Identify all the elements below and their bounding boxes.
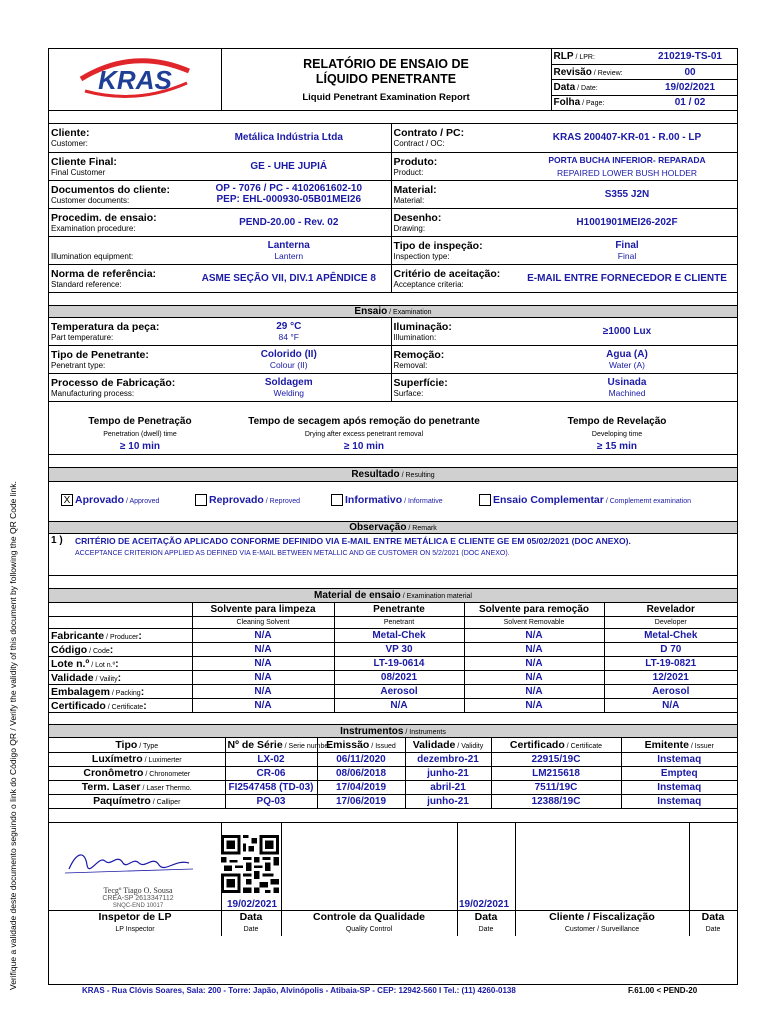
drying-time-value: ≥ 10 min	[344, 441, 384, 453]
inspector-date-label: Data	[239, 910, 263, 923]
instruments-section-title: Instrumentos / Instruments	[49, 725, 737, 738]
table-row: Term. Laser / Laser Thermo. FI2547458 (TD-03) 17/04/2019 abril-21 7511/19C Instemaq	[49, 780, 737, 794]
table-row: Paquímetro / Calliper PQ-03 17/06/2019 junho-21 12388/19C Instemaq	[49, 794, 737, 808]
product-value: PORTA BUCHA INFERIOR- REPARADA	[548, 154, 706, 165]
table-row: Validade / Vaility: N/A 08/2021 N/A 12/2021	[49, 671, 737, 685]
table-row: Cronômetro / Chronometer CR-06 08/06/2018 junho-21 LM215618 Empteq	[49, 766, 737, 780]
drawing-label: Desenho:	[393, 211, 442, 224]
client-label: Cliente:	[51, 127, 90, 140]
illumination-value: ≥1000 Lux	[602, 325, 652, 337]
standard-reference-label: Norma de referência:	[51, 267, 157, 280]
complementary-option[interactable]: Ensaio Complementar / Complememt examination	[479, 494, 691, 506]
surface-label: Superfície:	[393, 377, 448, 389]
times-grid: Tempo de Penetração Tempo de secagem após remoção do penetrante Tempo de Revelação Penetration (dwell) time Drying after excess penetrant removal Developing time ≥ 10 min ≥ 10 min ≥ 15 min	[49, 415, 737, 455]
table-row: Luxímetro / Luximerter LX-02 06/11/2020 dezembro-21 22915/19C Instemaq	[49, 752, 737, 766]
qc-label: Controle da Qualidade	[312, 910, 425, 923]
approved-option[interactable]: X Aprovado / Approved	[61, 494, 159, 506]
company-address: KRAS - Rua Clóvis Soares, Sala: 200 - Torre: Japão, Alvinópolis - Atibaia-SP - CEP: 12942-560 I Tel.: (11) 4260-0138	[82, 986, 516, 995]
date-value: 19/02/2021	[643, 80, 737, 95]
drying-time-label: Tempo de secagem após remoção do penetrante	[248, 416, 480, 427]
client-date-label: Data	[701, 910, 725, 923]
remark-text: CRITÉRIO DE ACEITAÇÃO APLICADO CONFORME DEFINIDO VIA E-MAIL ENTRE METÁLICA E CLIENTE GE EM 05/02/2021 (DOC ANEXO).	[75, 535, 631, 546]
manufacturing-process-value: Soldagem	[264, 377, 313, 388]
qc-date-label: Data	[474, 910, 498, 923]
contract-label: Contrato / PC:	[393, 127, 465, 140]
client-surveillance-label: Cliente / Fiscalização	[549, 910, 655, 923]
inspection-type-value: Final	[615, 239, 639, 251]
examination-grid: Temperatura da peça: Part temperature: 29 °C 84 °F Iluminação: Illumination: ≥1000 Lux Tipo de Penetrante: Penetrant type: Colorido (II) Colour (II) Remoção: Removal: Agua (A) Water (A) Processo de Fabricação: Manufacturing process: Soldagem Welding Superfície: Surface: Usinada Machined	[49, 318, 737, 403]
signature-icon	[63, 847, 203, 881]
inspector-stamp-snqc: SNQC-END 10017	[112, 902, 164, 909]
rlp-value: 210219-TS-01	[643, 49, 737, 64]
material-col-developer: Revelador	[604, 603, 737, 617]
revision-label: Revisão / Review:	[551, 64, 643, 79]
material-col-cleaning: Solvente para limpeza	[192, 603, 334, 617]
contract-value: KRAS 200407-KR-01 - R.00 - LP	[552, 132, 702, 144]
table-row: Fabricante / Producer: N/A Metal-Chek N/A Metal-Chek	[49, 629, 737, 643]
date-label: Data / Date:	[551, 80, 643, 95]
examination-section-title: Ensaio / Examination	[49, 306, 737, 318]
acceptance-criteria-label: Critério de aceitação:	[393, 267, 501, 280]
page-label: Folha / Page:	[551, 95, 643, 110]
inspector-stamp	[63, 847, 213, 907]
removal-label: Remoção:	[393, 349, 445, 361]
penetrant-type-label: Tipo de Penetrante:	[51, 349, 149, 361]
penetration-time-label: Tempo de Penetração	[88, 416, 192, 427]
procedure-label: Procedim. de ensaio:	[51, 211, 157, 224]
inspector-stamp-name: Tecgº Tiago O. Sousa	[103, 885, 173, 895]
informative-checkbox[interactable]	[331, 494, 343, 506]
table-row: Certificado / Certificate: N/A N/A N/A N/A	[49, 699, 737, 713]
remark-box	[49, 534, 737, 576]
spacer	[49, 809, 737, 823]
kras-logo	[49, 49, 221, 111]
customer-docs-value2: PEP: EHL-000930-05B01MEI26	[216, 194, 362, 205]
svg-text:KRAS: KRAS	[97, 65, 172, 95]
material-col-removal: Solvente para remoção	[464, 603, 604, 617]
material-label: Material:	[393, 183, 437, 196]
material-col-penetrant: Penetrante	[334, 603, 464, 617]
form-code: F.61.00 < PEND-20	[628, 986, 698, 995]
result-options	[49, 482, 737, 522]
product-label: Produto:	[393, 155, 438, 168]
report-sheet	[48, 48, 738, 985]
reproved-option[interactable]: Reprovado / Reproved	[195, 494, 300, 506]
remark-section-title: Observação / Remark	[49, 522, 737, 534]
final-client-label: Cliente Final:	[51, 155, 117, 168]
material-table: Solvente para limpeza Penetrante Solvente para remoção Revelador Cleaning Solvent Penetrant Solvent Removable Developer Fabricante / Producer: N/A Metal-Chek N/A Metal-Chek Código / Code: N/A VP 30 N/A D 70 Lote n.º / Lot n.º: N/A LT-19-0614 N/A LT-19-0821 Validade / Vaility: N/A 08/2021 N/A 12/2021 Embalagem / Packing: N/A Aerosol N/A Aerosol Certificado / Certificate: N/A N/A N/A N/A	[49, 603, 737, 714]
client-value: Metálica Indústria Ltda	[187, 124, 391, 152]
customer-docs-value1: OP - 7076 / PC - 4102061602-10	[215, 183, 363, 194]
remark-text-en: ACCEPTANCE CRITERION APPLIED AS DEFINED VIA E-MAIL BETWEEN METALLIC AND GE CUSTOMER ON 5/2/2021 (DOC ANEXO).	[75, 549, 510, 557]
part-temperature-label: Temperatura da peça:	[51, 320, 160, 333]
kras-logo-icon	[75, 55, 195, 99]
material-section-title: Material de ensaio / Examination material	[49, 589, 737, 603]
table-row: Lote n.º / Lot n.º: N/A LT-19-0614 N/A LT-19-0821	[49, 657, 737, 671]
spacer	[49, 402, 737, 415]
standard-reference-value: ASME SEÇÃO VII, DIV.1 APÊNDICE 8	[187, 264, 391, 292]
reproved-checkbox[interactable]	[195, 494, 207, 506]
spacer	[49, 293, 737, 306]
drawing-value: H1001901MEI26-202F	[576, 216, 678, 228]
inspector-stamp-crea: CREA-SP 2613347112	[102, 894, 174, 902]
table-row: Embalagem / Packing: N/A Aerosol N/A Aerosol	[49, 685, 737, 699]
spacer	[49, 111, 737, 124]
penetration-time-value: ≥ 10 min	[120, 441, 160, 453]
material-value: S355 J2N	[604, 188, 650, 200]
illumination-label: Iluminação:	[393, 320, 452, 333]
spacer	[49, 576, 737, 589]
final-client-value: GE - UHE JUPIÁ	[187, 152, 391, 180]
approved-checkbox[interactable]: X	[61, 494, 73, 506]
qc-date-value: 19/02/2021	[459, 898, 510, 910]
surface-value: Usinada	[607, 377, 647, 388]
inspector-label: Inspetor de LP	[98, 910, 172, 923]
page-value: 01 / 02	[643, 95, 737, 110]
acceptance-criteria-value: E-MAIL ENTRE FORNECEDOR E CLIENTE	[527, 272, 727, 284]
developing-time-value: ≥ 15 min	[597, 441, 637, 453]
removal-value: Agua (A)	[606, 349, 648, 360]
illumination-equipment-label: Illumination equipment:	[51, 251, 134, 261]
qr-verification-note: Verifique a validade deste documento seguindo o link do Código QR / Verify the validity of this document by following the QR Code link.	[8, 481, 18, 990]
customer-docs-label: Documentos do cliente:	[51, 183, 171, 196]
result-section-title: Resultado / Resulting	[49, 468, 737, 482]
report-title: RELATÓRIO DE ENSAIO DE LÍQUIDO PENETRANTE Liquid Penetrant Examination Report	[221, 49, 551, 111]
spacer	[49, 713, 737, 725]
procedure-value: PEND-20.00 - Rev. 02	[187, 208, 391, 236]
illumination-equipment-value: Lanterna	[267, 239, 310, 251]
rlp-label: RLP / LPR:	[551, 49, 643, 64]
signature-block: Tecgº Tiago O. Sousa CREA-SP 2613347112 SNQC-END 10017 19/02/2021 19/02/2021 Inspetor de LP LP Inspector Data Date Controle da Qualidade Quality Control Data Date Cliente / Fiscalização Customer / Surveillance Data Date	[49, 823, 737, 936]
inspector-date-value: 19/02/2021	[227, 898, 278, 910]
manufacturing-process-label: Processo de Fabricação:	[51, 377, 176, 389]
inspection-type-label: Tipo de inspeção:	[393, 239, 483, 252]
product-value-en: REPAIRED LOWER BUSH HOLDER	[556, 167, 698, 178]
part-temperature-value: 29 °C	[276, 320, 302, 332]
instruments-table: Tipo / Type Nº de Série / Serie number Emissão / Issued Validade / Validity Certificado / Certificate Emitente / Issuer Luxímetro / Luximerter LX-02 06/11/2020 dezembro-21 22915/19C Instemaq Cronômetro / Chronometer CR-06 08/06/2018 junho-21 LM215618 Empteq Term. Laser / Laser Thermo. FI2547458 (TD-03) 17/04/2019 abril-21 7511/19C Instemaq Paquímetro / Calliper PQ-03 17/06/2019 junho-21 12388/19C Instemaq	[49, 738, 737, 809]
report-header	[49, 49, 737, 111]
complementary-checkbox[interactable]	[479, 494, 491, 506]
spacer	[49, 455, 737, 468]
remark-number: 1 )	[51, 534, 63, 546]
table-row: Código / Code: N/A VP 30 N/A D 70	[49, 643, 737, 657]
qr-code-icon[interactable]	[221, 835, 279, 893]
revision-value: 00	[643, 64, 737, 79]
penetrant-type-value: Colorido (II)	[260, 349, 317, 360]
client-info-grid: Cliente: Customer: Metálica Indústria Ltda Contrato / PC: Contract / OC: KRAS 200407-KR-01 - R.00 - LP Cliente Final: Final Customer GE - UHE JUPIÁ Produto: Product: PORTA BUCHA INFERIOR- REPARADA REPAIRED LOWER BUSH HOLDER Documentos do cliente: Customer documents: OP - 7076 / PC - 4102061602-10 PEP: EHL-000930-05B01MEI26 Material: Material: S355 J2N Procedim. de ensaio: Examination procedure: PEND-20.00 - Rev. 02 Desenho: Drawing: H1001901MEI26-202F Illumination equipment: Lanterna Lantern Tipo de inspeção: Inspection type: Final Final Norma de referência: Standard reference: ASME SEÇÃO VII, DIV.1 APÊNDICE 8 Critério de aceitação: Acceptance criteria: E-MAIL ENTRE FORNECEDOR E CLIENTE	[49, 124, 737, 293]
developing-time-label: Tempo de Revelação	[567, 416, 667, 427]
informative-option[interactable]: Informativo / Informative	[331, 494, 443, 506]
